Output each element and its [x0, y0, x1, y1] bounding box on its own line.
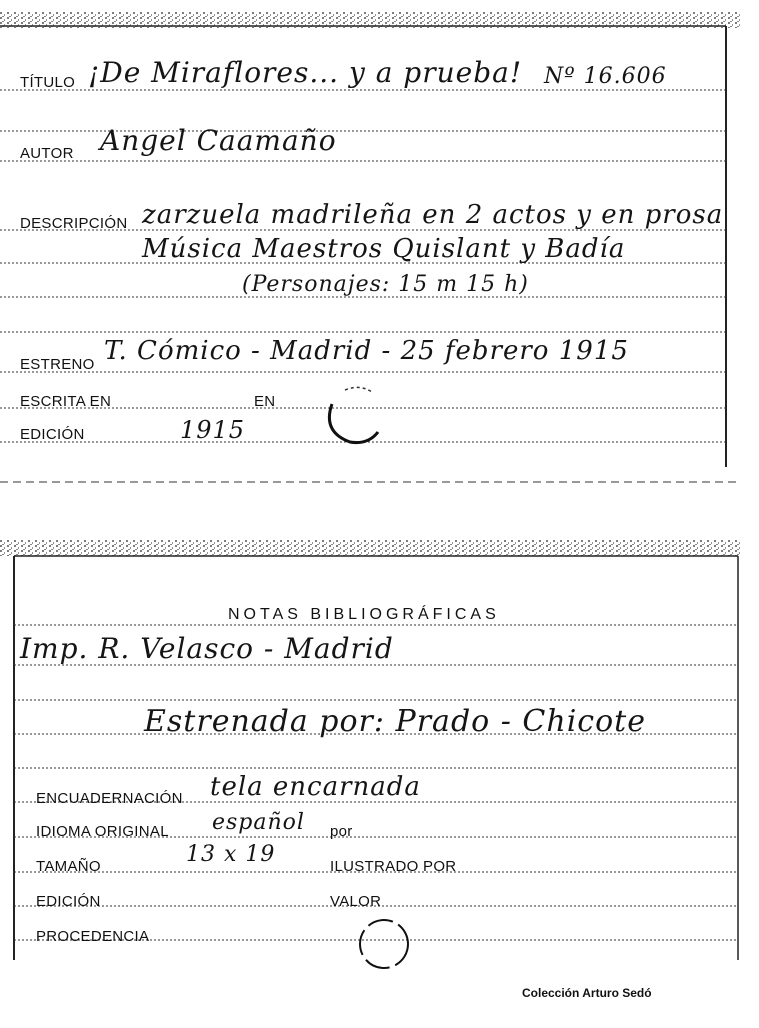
escrita-en-label: ESCRITA EN	[20, 393, 112, 410]
catalog-card-back	[0, 540, 740, 975]
note-estrenada: Estrenada por: Prado - Chicote	[144, 704, 646, 739]
escrita-en-en-label: EN	[254, 393, 276, 410]
notas-heading: NOTAS BIBLIOGRÁFICAS	[228, 606, 500, 623]
ilustrado-label: ILUSTRADO POR	[330, 858, 457, 875]
procedencia-label: PROCEDENCIA	[36, 928, 150, 945]
edicion-label: EDICIÓN	[20, 426, 85, 443]
tamano-value: 13 x 19	[186, 842, 276, 867]
catalog-number: Nº 16.606	[544, 64, 667, 89]
idioma-value: español	[212, 810, 305, 835]
encuadernacion-value: tela encarnada	[210, 772, 421, 802]
descripcion-line-1: zarzuela madrileña en 2 actos y en prosa	[142, 200, 724, 230]
edicion-back-label: EDICIÓN	[36, 893, 101, 910]
catalog-card-front	[0, 12, 740, 492]
edicion-value: 1915	[180, 416, 246, 444]
note-imprenta: Imp. R. Velasco - Madrid	[20, 632, 394, 665]
descripcion-label: DESCRIPCIÓN	[20, 215, 128, 232]
idioma-por-label: por	[330, 823, 353, 840]
titulo-label: TÍTULO	[20, 74, 76, 91]
collection-credit: Colección Arturo Sedó	[522, 986, 652, 1000]
descripcion-line-2: Música Maestros Quislant y Badía	[142, 234, 626, 264]
estreno-label: ESTRENO	[20, 356, 95, 373]
estreno-value: T. Cómico - Madrid - 25 febrero 1915	[104, 336, 629, 366]
tamano-label: TAMAÑO	[36, 858, 101, 875]
autor-label: AUTOR	[20, 145, 74, 162]
descripcion-line-3: (Personajes: 15 m 15 h)	[242, 272, 529, 297]
idioma-label: IDIOMA ORIGINAL	[36, 823, 169, 840]
valor-label: VALOR	[330, 893, 382, 910]
encuadernacion-label: ENCUADERNACIÓN	[36, 790, 183, 807]
titulo-value: ¡De Miraflores... y a prueba!	[88, 56, 523, 89]
autor-value: Angel Caamaño	[100, 124, 337, 157]
